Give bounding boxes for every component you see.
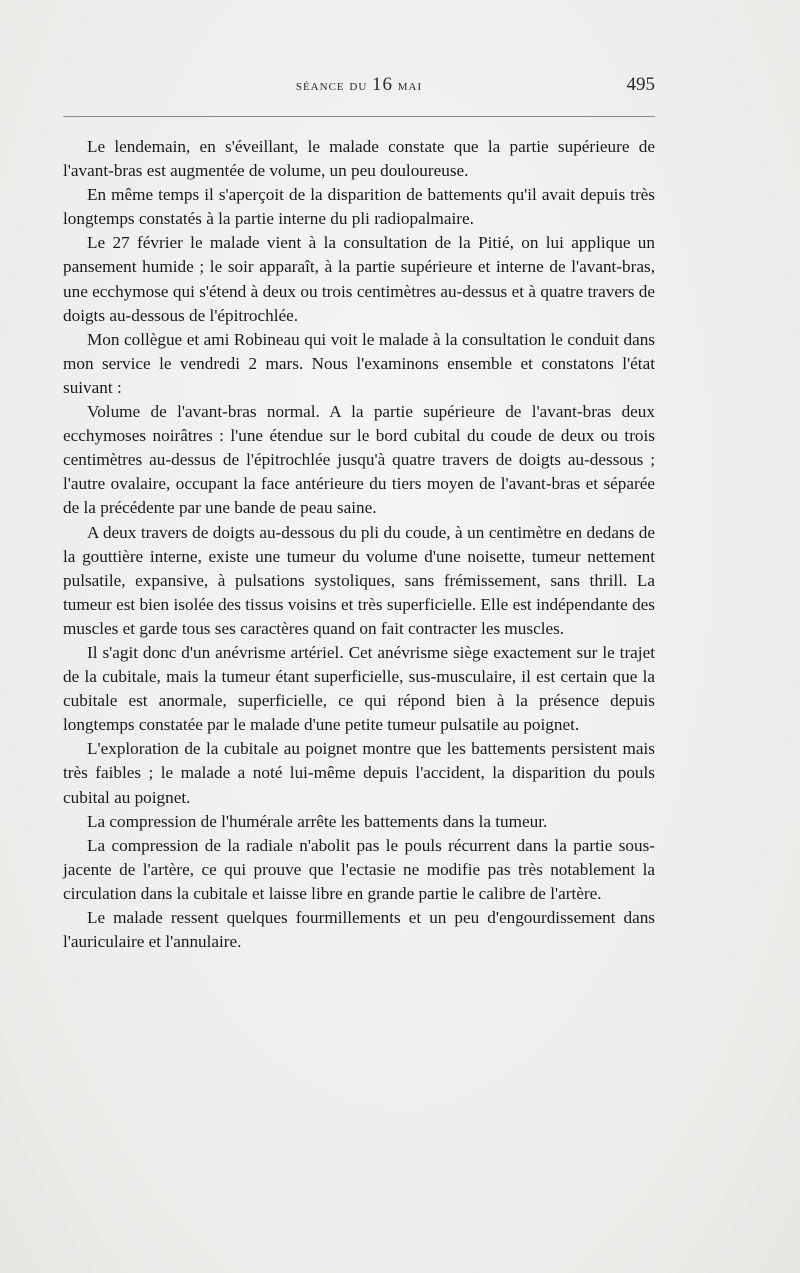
paragraph-11: Le malade ressent quelques fourmillements et un peu d'engourdissement dans l'auriculaire et l'annulaire. xyxy=(63,908,655,952)
paragraph-7: Il s'agit donc d'un anévrisme artériel. Cet anévrisme siège exactement sur le trajet de la cubitale, mais la tumeur étant superficielle, sus-musculaire, il est certain que la cubitale est anormale, superficielle, ce qui répond bien à la présence depuis longtemps constatée par le malade d'une petite tumeur pulsatile au poignet. xyxy=(63,642,655,735)
running-title xyxy=(63,74,655,96)
paragraph-8: L'exploration de la cubitale au poignet montre que les battements persistent mais très faibles ; le malade a noté lui-même depuis l'accident, la disparition du pouls cubital au poignet. xyxy=(63,739,655,807)
paragraph-4: Mon collègue et ami Robineau qui voit le malade à la consultation le conduit dans mon service le vendredi 2 mars. Nous l'examinons ensemble et constatons l'état suivant : xyxy=(63,329,655,397)
running-title-day: 16 xyxy=(372,74,394,95)
header-rule xyxy=(63,116,655,117)
paragraph-6: A deux travers de doigts au-dessous du pli du coude, à un centimètre en dedans de la gouttière interne, existe une tumeur du volume d'une noisette, tumeur nettement pulsatile, expansive, à pulsations systoliques, sans frémissement, sans thrill. La tumeur est bien isolée des tissus voisins et très superficielle. Elle est indépendante des muscles et garde tous ses caractères quand on fait contracter les muscles. xyxy=(63,522,655,638)
paragraph-1: Le lendemain, en s'éveillant, le malade constate que la partie supérieure de l'avant-bras est augmentée de volume, un peu douloureuse. xyxy=(63,137,655,181)
running-head xyxy=(63,74,655,98)
paragraph-10: La compression de la radiale n'abolit pas le pouls récurrent dans la partie sous-jacente de l'artère, ce qui prouve que l'ectasie ne modifie pas très notablement la circulation dans la cubitale et laisse libre en grande partie le calibre de l'artère. xyxy=(63,835,655,903)
body-text xyxy=(63,135,655,954)
running-title-prefix: séance du xyxy=(295,78,373,94)
running-title-suffix: mai xyxy=(393,78,423,94)
book-page xyxy=(63,0,655,1273)
paragraph-5: Volume de l'avant-bras normal. A la partie supérieure de l'avant-bras deux ecchymoses noirâtres : l'une étendue sur le bord cubital du coude de deux ou trois centimètres au-dessus de l'épitrochlée jusqu'à quatre travers de doigts au-dessous ; l'autre ovalaire, occupant la face antérieure du tiers moyen de l'avant-bras et séparée de la précédente par une bande de peau saine. xyxy=(63,402,655,518)
paragraph-3: Le 27 février le malade vient à la consultation de la Pitié, on lui applique un pansement humide ; le soir apparaît, à la partie supérieure et interne de l'avant-bras, une ecchymose qui s'étend à deux ou trois centimètres au-dessus et à quatre travers de doigts au-dessous de l'épitrochlée. xyxy=(63,233,655,325)
paragraph-2: En même temps il s'aperçoit de la disparition de battements qu'il avait depuis très longtemps constatés à la partie interne du pli radiopalmaire. xyxy=(63,185,655,229)
page-number: 495 xyxy=(626,74,655,95)
paragraph-9: La compression de l'humérale arrête les battements dans la tumeur. xyxy=(87,811,548,831)
